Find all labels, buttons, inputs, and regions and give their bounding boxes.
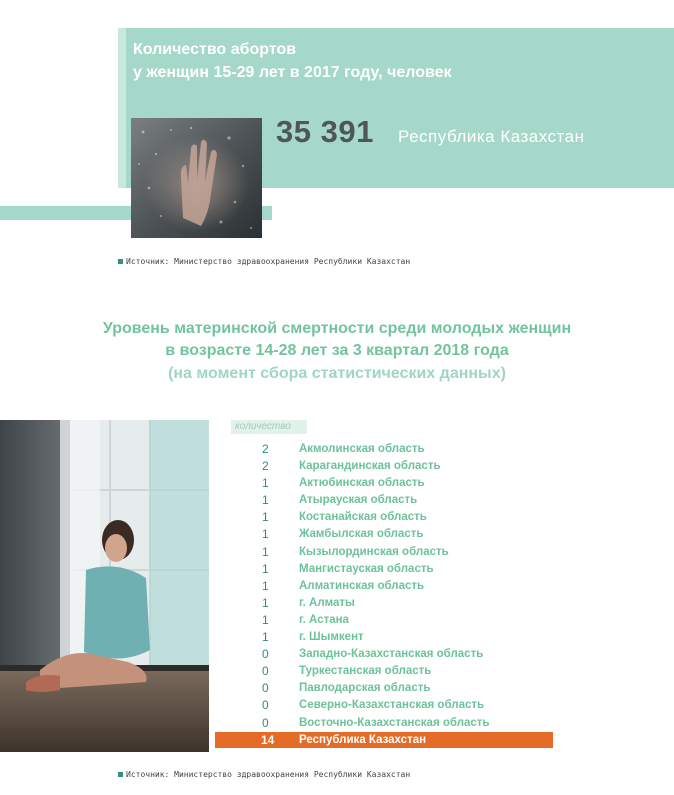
- abortion-title-line2: у женщин 15-29 лет в 2017 году, человек: [133, 64, 452, 81]
- heading-line2: в возрасте 14-28 лет за 3 квартал 2018 года: [165, 342, 509, 359]
- bullet-square-icon: [118, 259, 123, 264]
- table-row: [215, 646, 553, 663]
- row-region: Атырауская область: [299, 494, 418, 507]
- abortion-total-value: 35 391: [276, 114, 374, 149]
- row-value: 1: [262, 493, 269, 508]
- row-value: 0: [262, 681, 269, 696]
- table-row: [215, 680, 553, 697]
- row-value: 1: [262, 612, 269, 627]
- row-value: 1: [262, 510, 269, 525]
- row-region: г. Астана: [299, 613, 349, 626]
- table-row: [215, 526, 553, 543]
- table-row: [215, 612, 553, 629]
- table-row: [215, 715, 553, 732]
- maternal-mortality-heading: [0, 318, 674, 385]
- source-text-1: Источник: Министерство здравоохранения Республики Казахстан: [126, 257, 411, 266]
- row-region: г. Алматы: [299, 596, 355, 609]
- row-region: г. Шымкент: [299, 631, 364, 644]
- table-row: [215, 629, 553, 646]
- row-region: Акмолинская область: [299, 443, 425, 455]
- row-region: Актюбинская область: [299, 477, 425, 490]
- table-row: [215, 578, 553, 595]
- row-value: 1: [262, 561, 269, 576]
- row-value: 1: [262, 595, 269, 610]
- row-region: Туркестанская область: [299, 665, 432, 678]
- table-row: [215, 697, 553, 714]
- row-value: 1: [262, 476, 269, 491]
- maternal-mortality-table: [215, 441, 553, 748]
- table-row: [215, 544, 553, 561]
- row-region: Мангистауская область: [299, 562, 434, 575]
- table-row: [215, 458, 553, 475]
- total-region: Республика Казахстан: [299, 733, 427, 746]
- row-region: Западно-Казахстанская область: [299, 648, 484, 661]
- row-value: 2: [262, 442, 269, 456]
- abortion-title: [133, 38, 633, 84]
- row-region: Восточно-Казахстанская область: [299, 716, 490, 729]
- total-row: [215, 732, 553, 748]
- rainy-window-photo: [131, 118, 262, 238]
- row-value: 2: [262, 459, 269, 474]
- table-row: [215, 595, 553, 612]
- row-region: Северно-Казахстанская область: [299, 699, 485, 712]
- source-text-2: Источник: Министерство здравоохранения Республики Казахстан: [126, 770, 411, 779]
- abortion-total-region: Республика Казахстан: [398, 127, 585, 146]
- abortion-title-line1: Количество абортов: [133, 41, 297, 58]
- row-region: Алматинская область: [299, 579, 425, 592]
- table-row: [215, 561, 553, 578]
- table-row: [215, 492, 553, 509]
- column-label-quantity: количество: [231, 420, 307, 434]
- row-value: 1: [262, 578, 269, 593]
- total-value: 14: [261, 732, 275, 747]
- row-value: 0: [262, 715, 269, 730]
- table-row: [215, 663, 553, 680]
- table-row: [215, 475, 553, 492]
- row-region: Кызылординская область: [299, 545, 449, 558]
- row-region: Карагандинская область: [299, 460, 441, 473]
- source-note-1: [118, 257, 410, 266]
- row-value: 0: [262, 698, 269, 713]
- row-region: Жамбылская область: [299, 528, 424, 541]
- row-value: 0: [262, 664, 269, 679]
- table-row: [215, 441, 553, 458]
- row-region: Павлодарская область: [299, 682, 431, 695]
- row-value: 1: [262, 630, 269, 645]
- row-value: 1: [262, 527, 269, 542]
- row-region: Костанайская область: [299, 511, 427, 524]
- table-row: [215, 509, 553, 526]
- bullet-square-icon: [118, 772, 123, 777]
- row-value: 0: [262, 647, 269, 662]
- sitting-woman-photo: [0, 420, 209, 752]
- row-value: 1: [262, 544, 269, 559]
- banner-edge: [118, 28, 126, 188]
- heading-subtitle: (на момент сбора статистических данных): [168, 365, 506, 382]
- heading-line1: Уровень материнской смертности среди молодых женщин: [102, 320, 572, 337]
- source-note-2: [118, 770, 410, 779]
